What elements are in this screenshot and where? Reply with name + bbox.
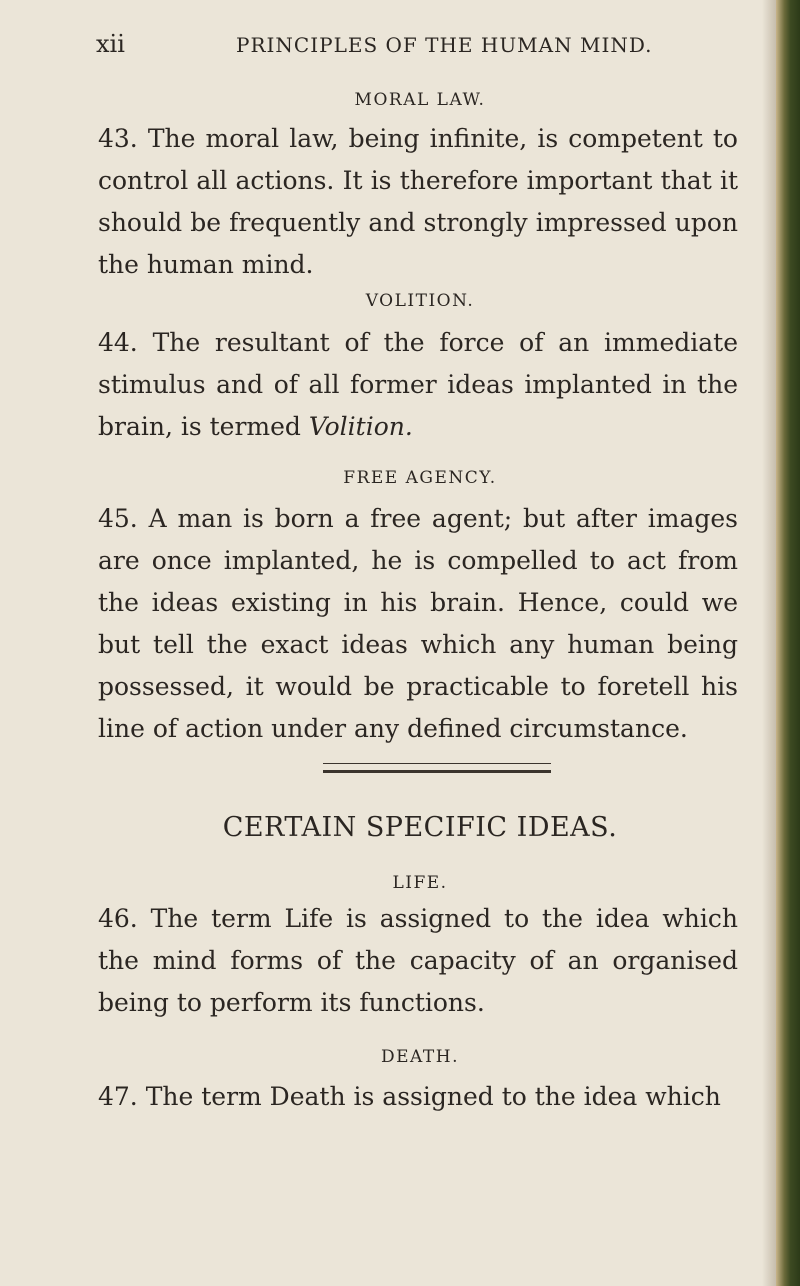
italic-term: Volition. bbox=[308, 412, 413, 441]
paragraph-number: 44. bbox=[98, 328, 138, 357]
page-number: xii bbox=[96, 30, 125, 58]
paragraph-text: The moral law, being infinite, is competent to control all actions. It is therefore important that it should be frequently and strongly impressed upon the human mind. bbox=[98, 124, 738, 279]
paragraph-number: 46. bbox=[98, 904, 138, 933]
paragraph-number: 47. bbox=[98, 1082, 138, 1111]
paragraph-46 bbox=[98, 898, 738, 1024]
paragraph-44 bbox=[98, 322, 738, 448]
paragraph-number: 45. bbox=[98, 504, 138, 533]
running-title: PRINCIPLES OF THE HUMAN MIND. bbox=[236, 33, 653, 57]
part-heading: CERTAIN SPECIFIC IDEAS. bbox=[222, 812, 618, 843]
section-heading-volition: VOLITION. bbox=[365, 291, 475, 311]
paragraph-text: The term Life is assigned to the idea which the mind forms of the capacity of an organised being to perform its functions. bbox=[98, 904, 738, 1017]
section-heading-free-agency: FREE AGENCY. bbox=[343, 468, 497, 488]
paragraph-text: A man is born a free agent; but after images are once implanted, he is compelled to act from the ideas existing in his brain. Hence, could we but tell the exact ideas which any human being possessed, it would be practicable to foretell his line of action under any defined circumstance. bbox=[98, 504, 738, 743]
paragraph-45 bbox=[98, 498, 738, 750]
section-heading-moral-law: MORAL LAW. bbox=[354, 90, 486, 110]
paragraph-47 bbox=[98, 1076, 738, 1118]
section-heading-life: LIFE. bbox=[392, 873, 448, 893]
section-divider-rule bbox=[323, 763, 551, 773]
paragraph-text: The resultant of the force of an immediate stimulus and of all former ideas implanted in the brain, is termed bbox=[98, 328, 738, 441]
paragraph-text: The term Death is assigned to the idea which bbox=[145, 1082, 721, 1111]
paragraph-43 bbox=[98, 118, 738, 286]
section-heading-death: DEATH. bbox=[381, 1047, 459, 1067]
page-gutter-shadow bbox=[762, 0, 776, 1286]
paragraph-number: 43. bbox=[98, 124, 138, 153]
book-edge bbox=[776, 0, 800, 1286]
